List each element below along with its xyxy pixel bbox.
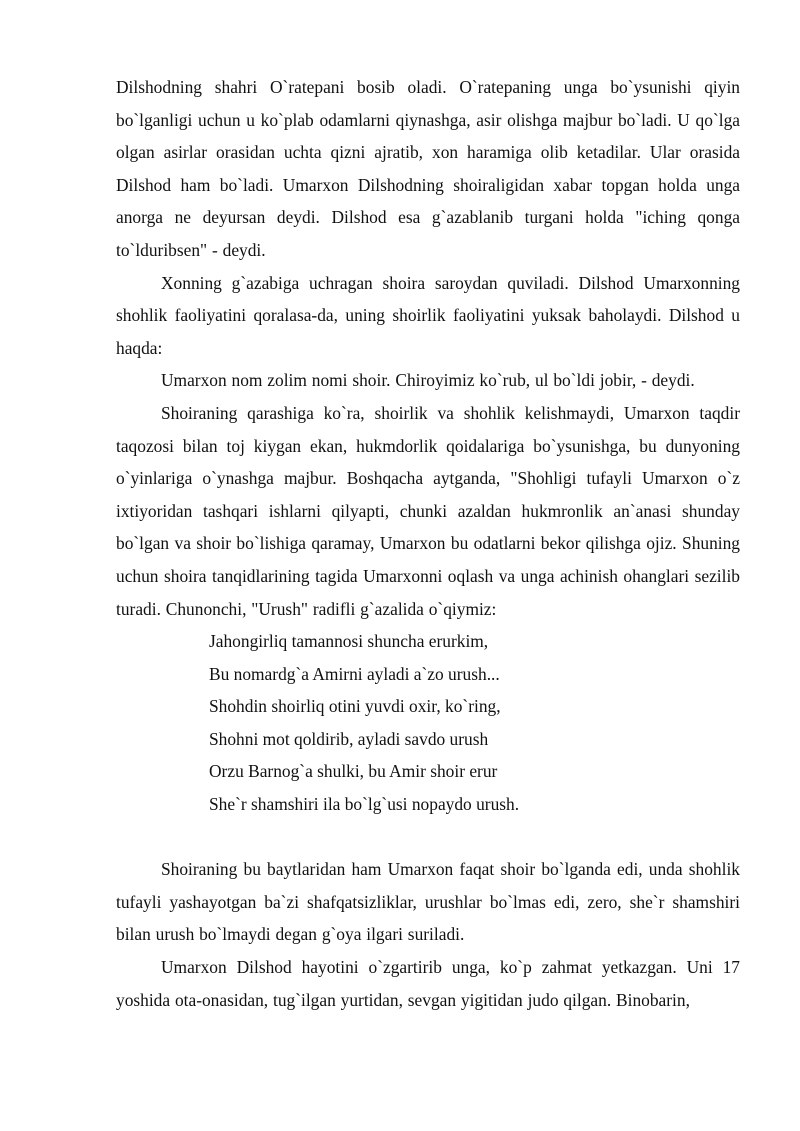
paragraph-umarxon-changed-life: Umarxon Dilshod hayotini o`zgartirib unga, ko`p zahmat yetkazgan. Uni 17 yoshida ota-onasidan, tug`ilgan yurtidan, sevgan yigitidan judo qilgan. Binobarin,	[116, 957, 740, 1010]
verse-line: She`r shamshiri ila bo`lg`usi nopaydo urush.	[209, 794, 520, 815]
paragraph-poet-view: Shoiraning qarashiga ko`ra, shoirlik va shohlik kelishmaydi, Umarxon taqdir taqozosi bilan toj kiygan ekan, hukmdorlik qoidalariga bo`ysunishga, bu dunyoning o`yinlariga o`ynashga majbur. Boshqacha aytganda, "Shohligi tufayli Umarxon o`z ixtiyoridan tashqari ishlarni qilyapti, chunki azaldan hukmronlik an`anasi shunday bo`lgan va shoir bo`lishiga qaramay, Umarxon bu odatlarni bekor qilishga ojiz. Shuning uchun shoira tanqidlarining tagida Umarxonni oqlash va unga achinish ohanglari sezilib turadi. Chunonchi, "Urush" radifli g`azalida o`qiymiz:	[116, 402, 740, 619]
verse-line: Bu nomardg`a Amirni ayladi a`zo urush...	[209, 663, 500, 684]
verse-line: Jahongirliq tamannosi shuncha erurkim,	[209, 631, 489, 652]
document-body	[116, 71, 740, 1016]
paragraph-poet-expelled: Xonning g`azabiga uchragan shoira saroydan quviladi. Dilshod Umarxonning shohlik faoliyatini qoralasa-da, uning shoirlik faoliyatini yuksak baholaydi. Dilshod u haqda:	[116, 272, 740, 358]
paragraph-quote-umarxon: Umarxon nom zolim nomi shoir. Chiroyimiz ko`rub, ul bo`ldi jobir, - deydi.	[161, 370, 695, 391]
blank-line	[116, 821, 740, 854]
verse-line: Shohni mot qoldirib, ayladi savdo urush	[209, 728, 489, 749]
paragraph-dilshod-captured: Dilshodning shahri O`ratepani bosib oladi. O`ratepaning unga bo`ysunishi qiyin bo`lganligi uchun u ko`plab odamlarni qiynashga, asir olishga majbur bo`ladi. U qo`lga olgan asirlar orasidan uchta qizni ajratib, xon haramiga olib ketadilar. Ular orasida Dilshod ham bo`ladi. Umarxon Dilshodning shoiraligidan xabar topgan holda unga anorga ne deyursan deydi. Dilshod esa g`azablanib turgani holda "iching qonga to`lduribsen" - deydi.	[116, 77, 740, 260]
verse-block	[116, 625, 740, 821]
paragraph-baytlar-analysis: Shoiraning bu baytlaridan ham Umarxon faqat shoir bo`lganda edi, unda shohlik tufayli yashayotgan ba`zi shafqatsizliklar, urushlar bo`lmas edi, zero, she`r shamshiri bilan urush bo`lmaydi degan g`oya ilgari suriladi.	[116, 859, 740, 945]
verse-line: Shohdin shoirliq otini yuvdi oxir, ko`ring,	[209, 696, 501, 717]
verse-line: Orzu Barnog`a shulki, bu Amir shoir erur	[209, 761, 498, 782]
